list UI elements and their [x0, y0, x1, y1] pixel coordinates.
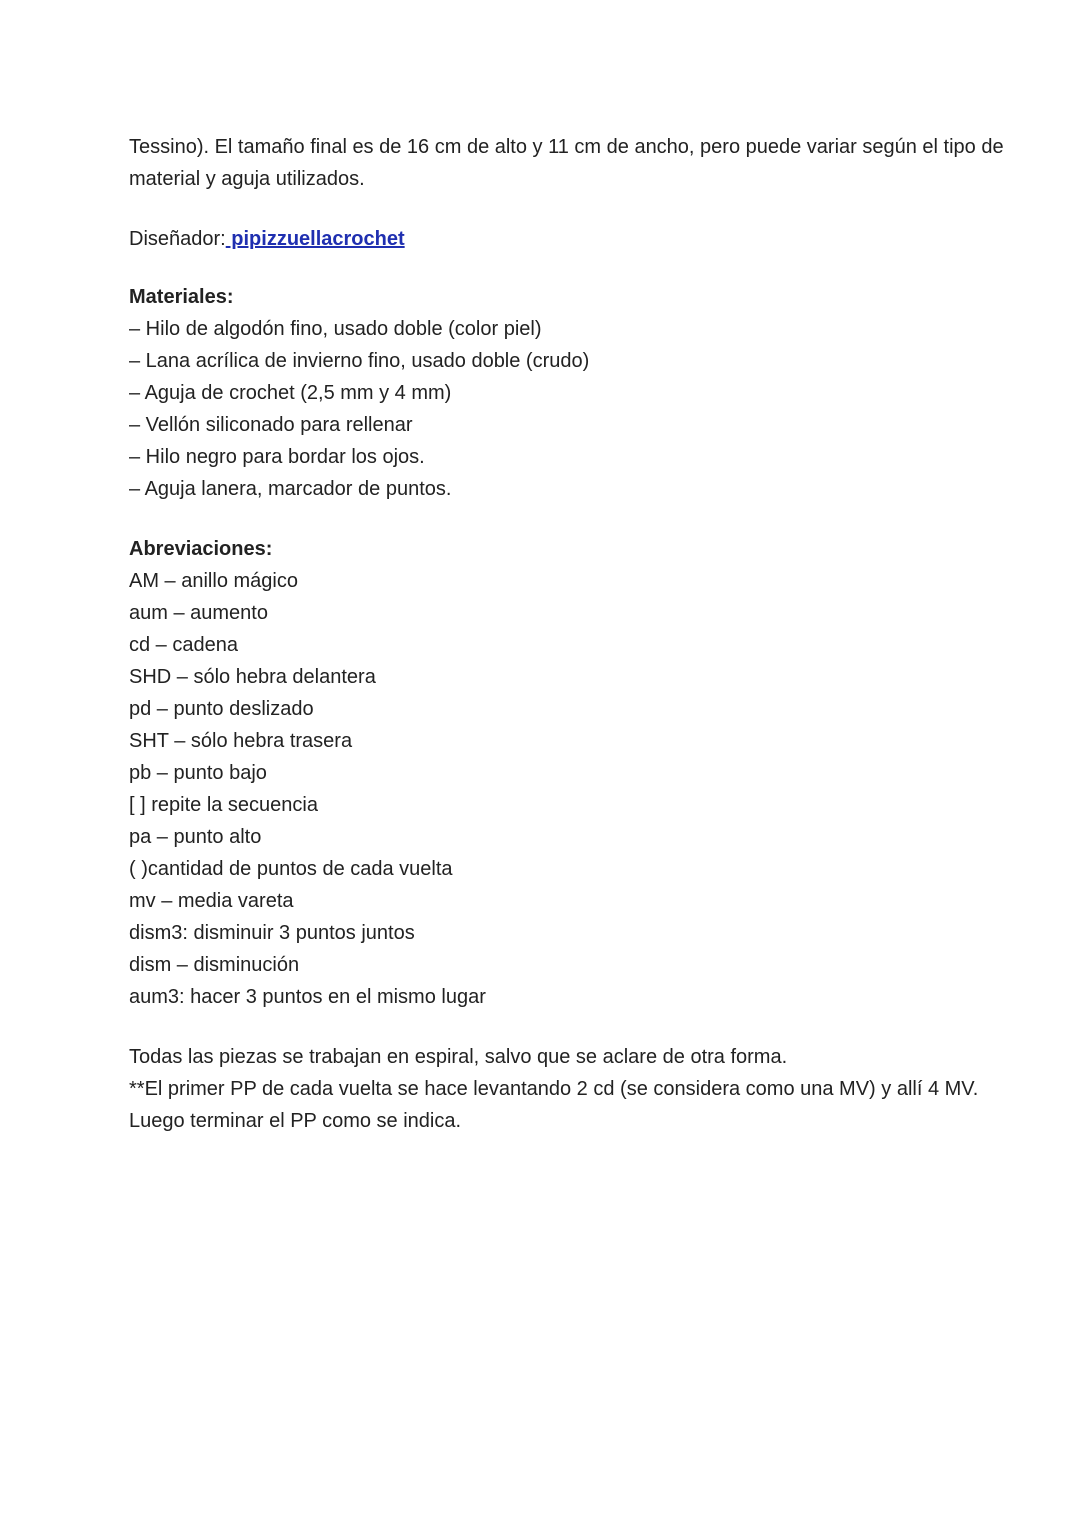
material-item: – Aguja de crochet (2,5 mm y 4 mm)	[129, 382, 452, 404]
designer-link[interactable]: pipizzuellacrochet	[225, 228, 405, 250]
abbreviation-item: aum3: hacer 3 puntos en el mismo lugar	[129, 986, 486, 1008]
material-item: – Hilo negro para bordar los ojos.	[129, 446, 425, 468]
abbreviation-item: cd – cadena	[129, 634, 238, 656]
material-item: – Vellón siliconado para rellenar	[129, 414, 413, 436]
abbreviations-heading: Abreviaciones:	[129, 538, 273, 560]
abbreviation-item: pa – punto alto	[129, 826, 262, 848]
abbreviation-item: pb – punto bajo	[129, 762, 267, 784]
designer-line	[129, 223, 1049, 255]
intro-line-1: Tessino). El tamaño final es de 16 cm de alto y 11 cm de ancho, pero puede variar según el tipo de	[129, 136, 1004, 158]
abbreviation-item: dism – disminución	[129, 954, 300, 976]
note-line: Luego terminar el PP como se indica.	[129, 1110, 462, 1132]
abbreviation-item: dism3: disminuir 3 puntos juntos	[129, 922, 415, 944]
designer-label: Diseñador:	[129, 228, 226, 250]
materials-heading: Materiales:	[129, 286, 234, 308]
material-item: – Lana acrílica de invierno fino, usado doble (crudo)	[129, 350, 590, 372]
abbreviation-item: aum – aumento	[129, 602, 268, 624]
note-line: Todas las piezas se trabajan en espiral, salvo que se aclare de otra forma.	[129, 1046, 788, 1068]
abbreviation-item: [ ] repite la secuencia	[129, 794, 318, 816]
document-page	[129, 131, 1049, 1137]
note-line: **El primer PP de cada vuelta se hace levantando 2 cd (se considera como una MV) y allí 4 MV.	[129, 1078, 979, 1100]
abbreviation-item: pd – punto deslizado	[129, 698, 314, 720]
abbreviation-item: AM – anillo mágico	[129, 570, 298, 592]
material-item: – Hilo de algodón fino, usado doble (color piel)	[129, 318, 542, 340]
abbreviation-item: mv – media vareta	[129, 890, 294, 912]
abbreviation-item: SHT – sólo hebra trasera	[129, 730, 353, 752]
material-item: – Aguja lanera, marcador de puntos.	[129, 478, 452, 500]
abbreviation-item: ( )cantidad de puntos de cada vuelta	[129, 858, 453, 880]
abbreviation-item: SHD – sólo hebra delantera	[129, 666, 376, 688]
intro-line-2: material y aguja utilizados.	[129, 168, 365, 190]
